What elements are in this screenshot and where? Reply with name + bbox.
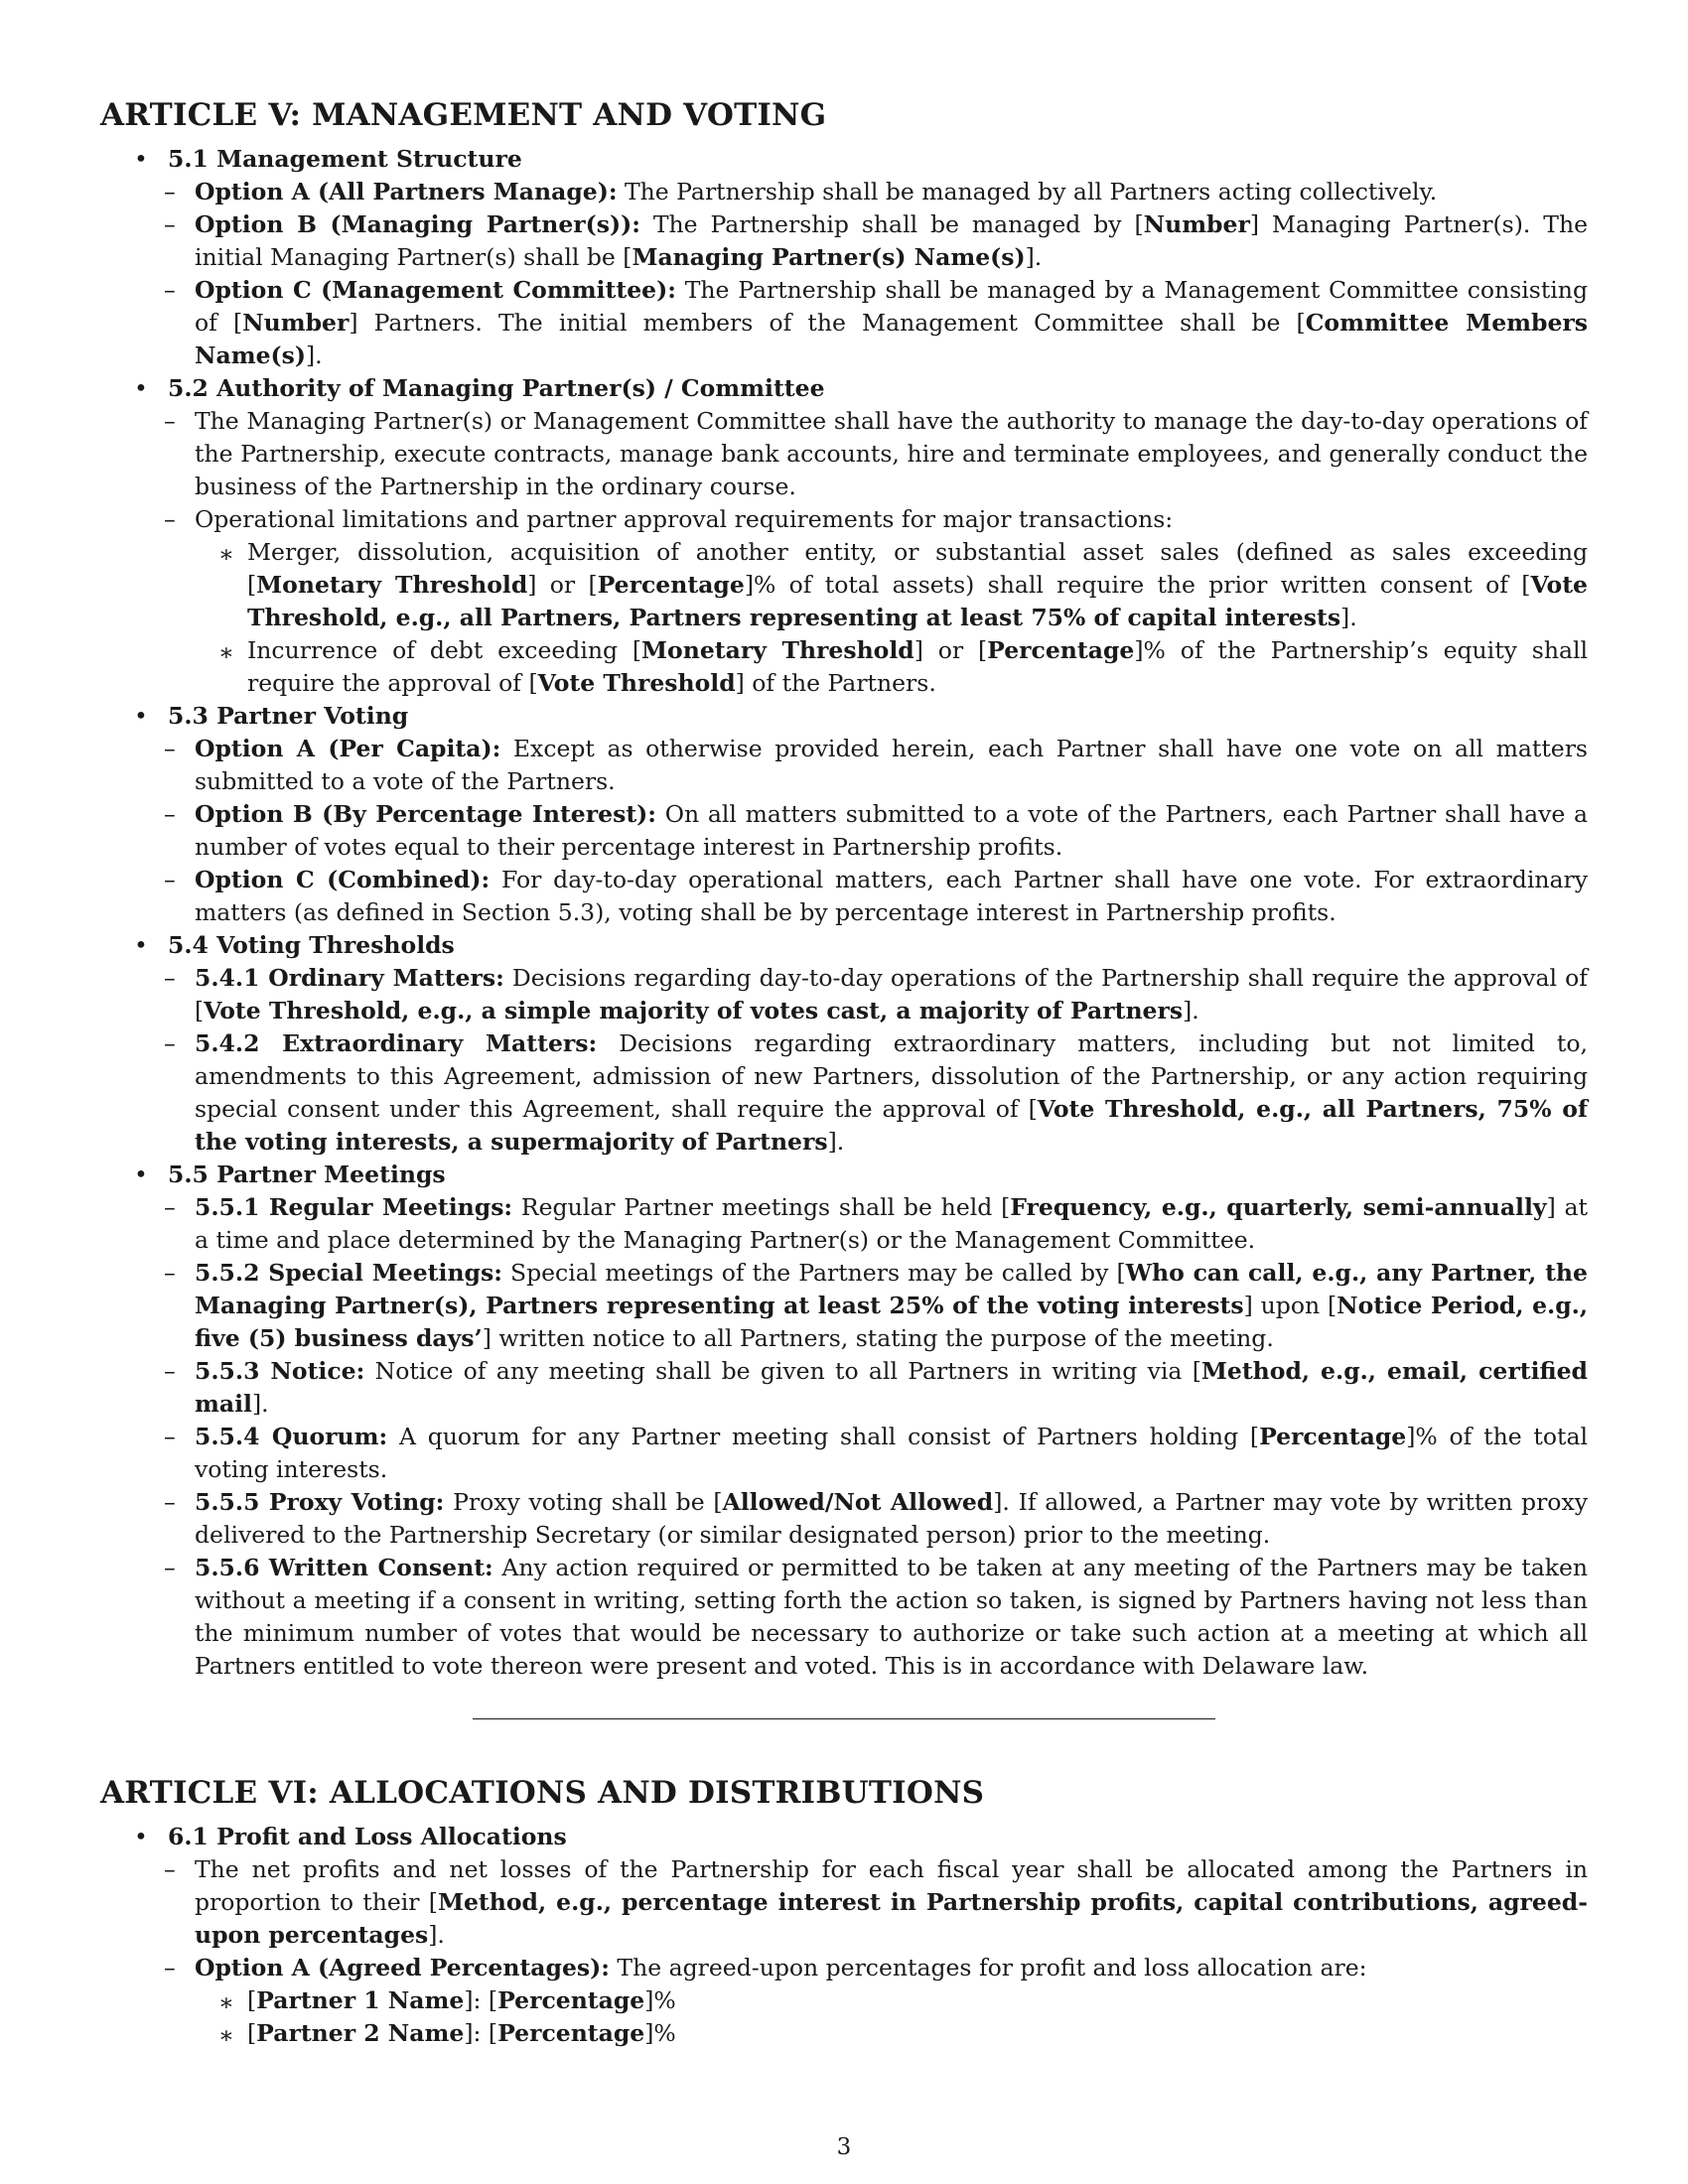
bullet-marker: • [134,931,148,959]
dash-marker: – [164,210,176,238]
article-5-sections [100,143,1588,1683]
partner-allocation-item: ∗ [Partner 1 Name]: [Percentage]% [195,1984,1588,2017]
document-body [100,95,1588,2050]
page-number: 3 [836,2134,852,2160]
dash-marker: – [164,1855,176,1883]
section-5-2 [100,372,1588,700]
placeholder-field: Committee Members Name(s) [195,309,1589,369]
dash-marker: – [164,1259,176,1287]
article-5-title: ARTICLE V: MANAGEMENT AND VOTING [100,97,827,133]
section-title: 5.5 Partner Meetings [168,1160,446,1188]
bullet-marker: • [134,702,148,730]
placeholder-field: Partner 2 Name [256,2019,465,2047]
placeholder-field: Method, e.g., percentage interest in Partnership profits, capital contributions, agreed-upon percentages [195,1888,1588,1949]
dash-marker: – [164,800,176,828]
clause-item: – Operational limitations and partner approval requirements for major transactions: ∗ Merger, dissolution, acquisition of another entity, or substantial asset sales (defined as sales exceeding [Monetary Threshold] or [Percentage]% of total assets) shall require the prior written consent of [Vote Threshold, e.g., all Partners, Partners representing at least 75% of capital interests]. ∗ Incurrence of debt exceeding [Monetary Threshold] or [Percentage]% of the Partnership’s equity shall require the approval of [Vote Threshold] of the Partners. [133,503,1588,700]
dash-marker: – [164,866,176,893]
sub-clause-item: ∗ Merger, dissolution, acquisition of another entity, or substantial asset sales (defined as sales exceeding [Monetary Threshold] or [Percentage]% of total assets) shall require the prior written consent of [Vote Threshold, e.g., all Partners, Partners representing at least 75% of capital interests]. [218,538,1588,631]
dash-marker: – [164,1357,176,1385]
section-6-1 [100,1821,1588,2050]
clause-item: – 5.5.6 Written Consent: Any action required or permitted to be taken at any meeting of the Partners may be taken without a meeting if a consent in writing, setting forth the action so taken, is signed by Partners having not less than the minimum number of votes that would be necessary to authorize or take such action at a meeting at which all Partners entitled to vote thereon were present and voted. This is in accordance with Delaware law. [164,1554,1588,1680]
star-marker: ∗ [218,2021,234,2049]
option-item: – Option A (Per Capita): Except as otherwise provided herein, each Partner shall have one vote on all matters submitted to a vote of the Partners. [164,735,1588,795]
placeholder-field: Percentage [1259,1423,1407,1450]
placeholder-field: Partner 1 Name [256,1986,465,2014]
option-item: – Option A (All Partners Manage): The Partnership shall be managed by all Partners acting collectively. [133,176,1588,208]
placeholder-field: Monetary Threshold [256,571,528,599]
section-title: 6.1 Profit and Loss Allocations [168,1823,567,1850]
section-5-1 [100,143,1588,372]
placeholder-field: Number [242,309,350,337]
section-5-5 [100,1159,1588,1683]
dash-marker: – [164,1029,176,1057]
section-title: 5.4 Voting Thresholds [168,931,455,959]
dash-marker: – [164,735,176,762]
placeholder-field: Number [1143,210,1250,238]
option-item: – Option C (Combined): For day-to-day operational matters, each Partner shall have one vote. For extraordinary matters (as defined in Section 5.3), voting shall be by percentage interest in Partnership profits. [164,866,1588,926]
clause-item: – 5.5.5 Proxy Voting: Proxy voting shall be [Allowed/Not Allowed]. If allowed, a Partner may vote by written proxy delivered to the Partnership Secretary (or similar designated person) prior to the meeting. [164,1488,1588,1549]
clause-item: – 5.5.3 Notice: Notice of any meeting shall be given to all Partners in writing via [Method, e.g., email, certified mail]. [164,1357,1588,1418]
bullet-marker: • [134,1160,148,1188]
article-6-title: ARTICLE VI: ALLOCATIONS AND DISTRIBUTIONS [100,1775,985,1811]
dash-marker: – [164,964,176,992]
placeholder-field: Monetary Threshold [641,636,914,664]
placeholder-field: Percentage [497,2019,645,2047]
bullet-marker: • [134,145,148,173]
placeholder-field: Vote Threshold, e.g., a simple majority of votes cast, a majority of Partners [204,997,1184,1024]
placeholder-field: Percentage [987,636,1135,664]
dash-marker: – [164,1488,176,1516]
star-marker: ∗ [218,1988,234,2016]
option-item: – Option A (Agreed Percentages): The agreed-upon percentages for profit and loss allocation are: ∗ [Partner 1 Name]: [Percentage]% ∗ [Partner 2 Name]: [Percentage]% [133,1952,1588,2050]
clause-item: – The Managing Partner(s) or Management Committee shall have the authority to manage the day-to-day operations of the Partnership, execute contracts, manage bank accounts, hire and terminate employees, and generally conduct the business of the Partnership in the ordinary course. [164,407,1588,500]
placeholder-field: Percentage [597,571,745,599]
option-item: – Option B (Managing Partner(s)): The Partnership shall be managed by [Number] Managing Partner(s). The initial Managing Partner(s) shall be [Managing Partner(s) Name(s)]. [164,210,1588,271]
placeholder-field: Frequency, e.g., quarterly, semi-annually [1010,1193,1547,1221]
dash-marker: – [164,1554,176,1581]
article-6-sections [100,1821,1588,2050]
placeholder-field: Percentage [497,1986,645,2014]
placeholder-field: Vote Threshold [537,669,736,697]
option-item: – Option C (Management Committee): The Partnership shall be managed by a Management Committee consisting of [Number] Partners. The initial members of the Management Committee shall be [Committee Members Name(s)]. [164,276,1589,369]
placeholder-field: Vote Threshold, e.g., all Partners, 75% of the voting interests, a supermajority of Partners [195,1095,1588,1156]
placeholder-field: Notice Period, e.g., five (5) business days’ [195,1292,1588,1352]
option-item: – Option B (By Percentage Interest): On all matters submitted to a vote of the Partners, each Partner shall have a number of votes equal to their percentage interest in Partnership profits. [164,800,1588,861]
section-5-3 [100,700,1588,929]
sub-clause-item: ∗ Incurrence of debt exceeding [Monetary Threshold] or [Percentage]% of the Partnership’s equity shall require the approval of [Vote Threshold] of the Partners. [218,636,1589,697]
section-5-4 [100,929,1588,1159]
section-title: 5.2 Authority of Managing Partner(s) / Committee [168,374,825,402]
dash-marker: – [164,505,176,533]
star-marker: ∗ [218,540,234,568]
placeholder-field: Who can call, e.g., any Partner, the Managing Partner(s), Partners representing at least 25% of the voting interests [195,1259,1588,1319]
placeholder-field: Managing Partner(s) Name(s) [632,243,1026,271]
clause-item: – The net profits and net losses of the Partnership for each fiscal year shall be allocated among the Partners in proportion to their [Method, e.g., percentage interest in Partnership profits, capital contributions, agreed-upon percentages]. [164,1855,1588,1949]
clause-item: – 5.4.1 Ordinary Matters: Decisions regarding day-to-day operations of the Partnership shall require the approval of [Vote Threshold, e.g., a simple majority of votes cast, a majority of Partners]. [164,964,1588,1024]
dash-marker: – [164,1423,176,1450]
dash-marker: – [164,1954,176,1981]
clause-item: – 5.4.2 Extraordinary Matters: Decisions regarding extraordinary matters, including but not limited to, amendments to this Agreement, admission of new Partners, dissolution of the Partnership, or any action requiring special consent under this Agreement, shall require the approval of [Vote Threshold, e.g., all Partners, 75% of the voting interests, a supermajority of Partners]. [164,1029,1588,1156]
section-title: 5.3 Partner Voting [168,702,409,730]
dash-marker: – [164,407,176,435]
placeholder-field: Allowed/Not Allowed [722,1488,994,1516]
section-title: 5.1 Management Structure [168,145,522,173]
dash-marker: – [164,178,176,205]
dash-marker: – [164,276,176,304]
partner-allocation-item: ∗ [Partner 2 Name]: [Percentage]% [195,2017,1588,2050]
clause-item: – 5.5.4 Quorum: A quorum for any Partner meeting shall consist of Partners holding [Percentage]% of the total voting interests. [164,1423,1588,1483]
dash-marker: – [164,1193,176,1221]
placeholder-field: Method, e.g., email, certified mail [195,1357,1588,1418]
bullet-marker: • [134,374,148,402]
clause-item: – 5.5.2 Special Meetings: Special meetings of the Partners may be called by [Who can call, e.g., any Partner, the Managing Partner(s), Partners representing at least 25% of the voting interests] upon [Notice Period, e.g., five (5) business days’] written notice to all Partners, stating the purpose of the meeting. [164,1259,1588,1352]
bullet-marker: • [134,1823,148,1850]
placeholder-field: Vote Threshold, e.g., all Partners, Partners representing at least 75% of capital interests [247,571,1588,631]
star-marker: ∗ [218,638,234,666]
clause-item: – 5.5.1 Regular Meetings: Regular Partner meetings shall be held [Frequency, e.g., quarterly, semi-annually] at a time and place determined by the Managing Partner(s) or the Management Committee. [164,1193,1589,1254]
section-divider [473,1718,1215,1719]
